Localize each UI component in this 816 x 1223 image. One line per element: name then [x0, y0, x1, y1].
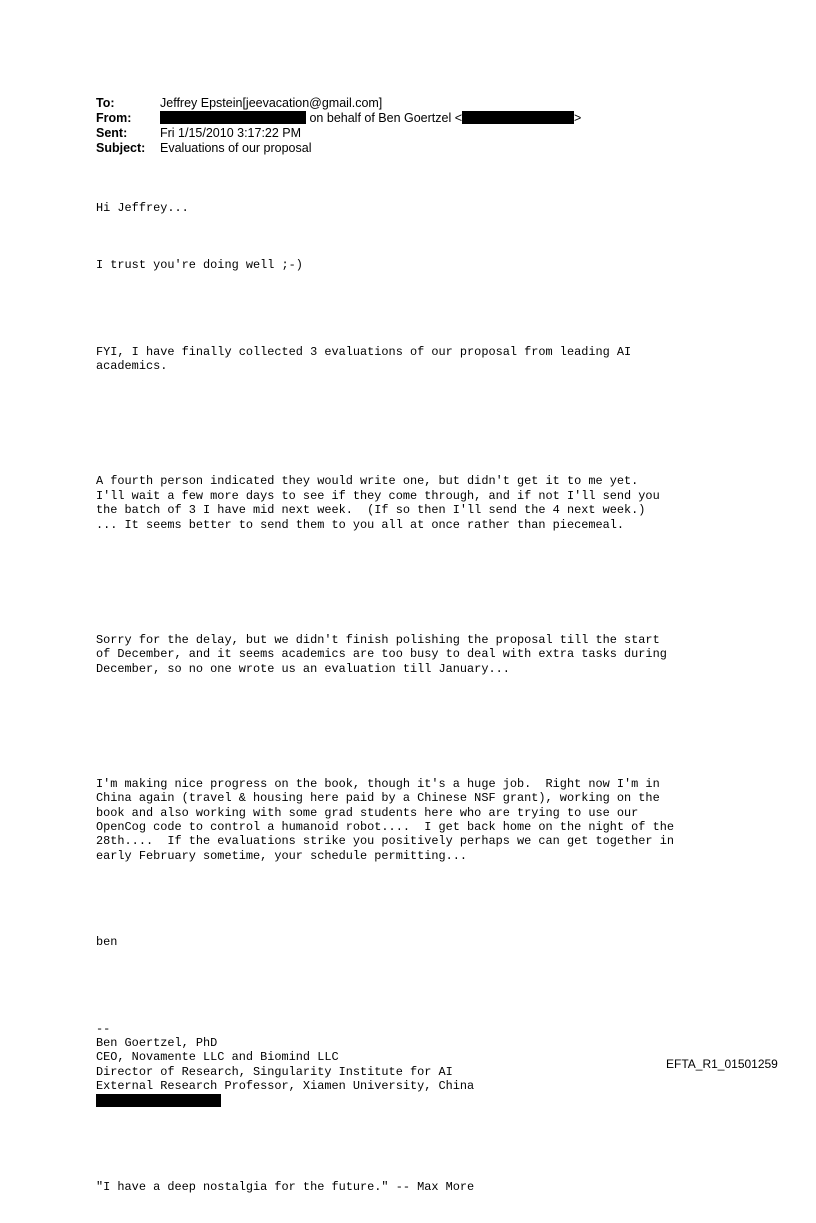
body-line: Sorry for the delay, but we didn't finish polishing the proposal till the start — [96, 632, 660, 647]
quote-line: "I have a deep nostalgia for the future." -- Max More — [96, 1179, 475, 1194]
email-body — [96, 172, 674, 1223]
signature-redaction-line — [96, 1094, 674, 1108]
sent-value: Fri 1/15/2010 3:17:22 PM — [160, 126, 302, 140]
signature-line: Ben Goertzel, PhD — [96, 1035, 218, 1050]
signature-line: CEO, Novamente LLC and Biomind LLC — [96, 1050, 339, 1065]
subject-label: Subject: — [96, 141, 146, 155]
body-line: ben — [96, 935, 118, 950]
body-line: Hi Jeffrey... — [96, 200, 189, 215]
body-line: I'll wait a few more days to see if they come through, and if not I'll send you — [96, 488, 660, 503]
sent-label: Sent: — [96, 126, 128, 140]
body-line: A fourth person indicated they would write one, but didn't get it to me yet. — [96, 474, 639, 489]
quote — [96, 1180, 674, 1194]
body-line: OpenCog code to control a humanoid robot.... I get back home on the night of the — [96, 819, 674, 834]
from-label: From: — [96, 111, 132, 125]
body-line: the batch of 3 I have mid next week. (If so then I'll send the 4 next week.) — [96, 503, 646, 518]
body-line: 28th.... If the evaluations strike you positively perhaps we can get together in — [96, 834, 674, 849]
body-line: I'm making nice progress on the book, though it's a huge job. Right now I'm in — [96, 776, 660, 791]
paragraph-1 — [96, 258, 674, 272]
signature-line: -- — [96, 1021, 111, 1036]
body-line: early February sometime, your schedule permitting... — [96, 848, 468, 863]
to-label: To: — [96, 96, 115, 110]
body-line: of December, and it seems academics are too busy to deal with extra tasks during — [96, 647, 667, 662]
body-line: academics. — [96, 359, 168, 374]
paragraph-5 — [96, 748, 674, 892]
signature — [96, 993, 674, 1137]
paragraph-3 — [96, 446, 674, 561]
paragraph-4 — [96, 604, 674, 705]
body-line: ... It seems better to send them to you all at once rather than piecemeal. — [96, 517, 625, 532]
to-value: Jeffrey Epstein[jeevacation@gmail.com] — [160, 96, 383, 110]
redaction-block — [160, 111, 306, 124]
redaction-block — [462, 111, 574, 124]
body-line: China again (travel & housing here paid by a Chinese NSF grant), working on the — [96, 791, 660, 806]
greeting — [96, 201, 674, 215]
signature-line: External Research Professor, Xiamen University, China — [96, 1079, 475, 1094]
signature-line: Director of Research, Singularity Institute for AI — [96, 1064, 453, 1079]
paragraph-2 — [96, 316, 674, 402]
from-value — [160, 111, 581, 126]
redaction-block — [96, 1094, 221, 1107]
body-line: FYI, I have finally collected 3 evaluations of our proposal from leading AI — [96, 344, 632, 359]
from-end-text: > — [574, 111, 582, 125]
body-line: December, so no one wrote us an evaluation till January... — [96, 661, 510, 676]
from-middle-text: on behalf of Ben Goertzel < — [309, 111, 463, 125]
signoff — [96, 935, 674, 949]
subject-value: Evaluations of our proposal — [160, 141, 312, 155]
document-id: EFTA_R1_01501259 — [666, 1057, 778, 1071]
body-line: I trust you're doing well ;-) — [96, 258, 303, 273]
body-line: book and also working with some grad students here who are trying to use our — [96, 805, 639, 820]
